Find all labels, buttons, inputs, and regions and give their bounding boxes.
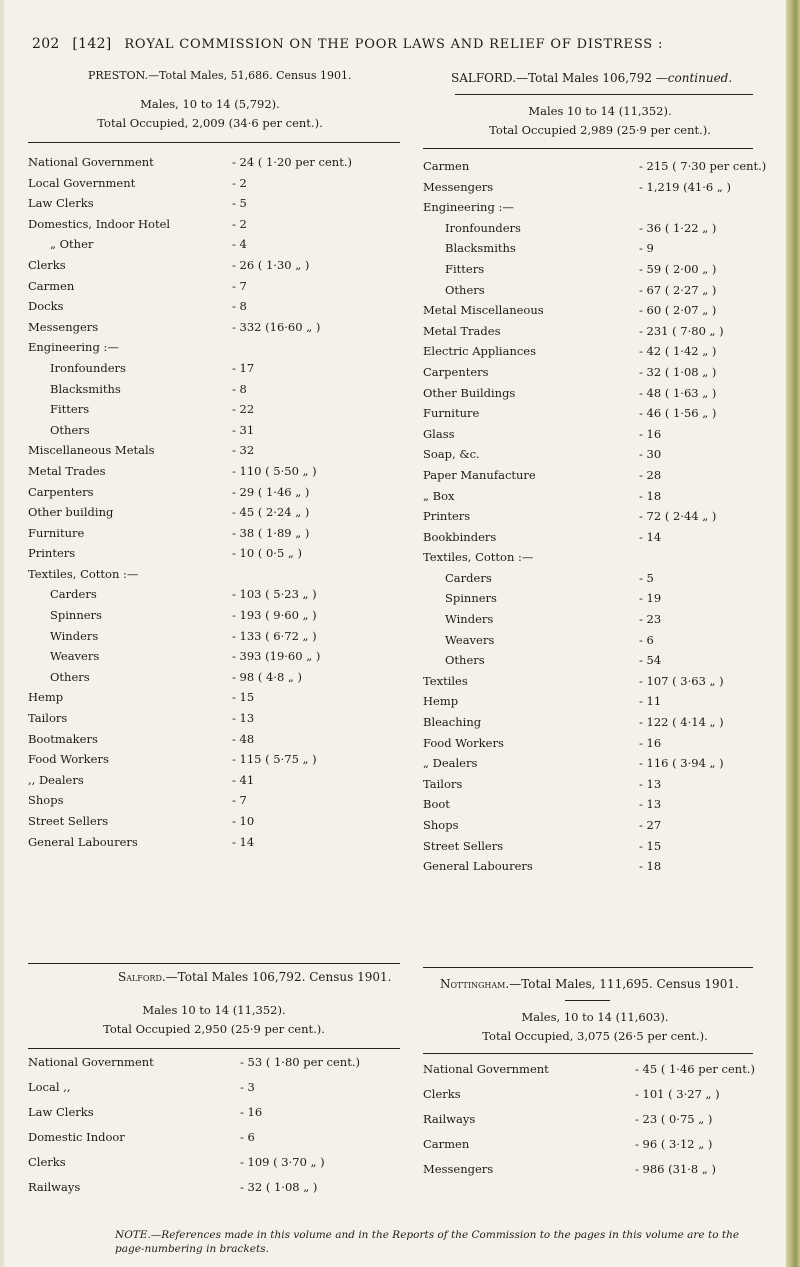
row-label: Weavers: [50, 649, 100, 664]
row-value: - 8: [232, 382, 247, 396]
row-value: - 2: [232, 176, 247, 190]
table-row: [423, 447, 763, 468]
table-row: [423, 241, 763, 262]
table-row: [28, 1155, 400, 1180]
row-value: - 26 ( 1·30 „ ): [232, 258, 309, 272]
row-value: - 31: [232, 423, 254, 437]
page-ref: [142]: [72, 36, 112, 52]
table-row: [28, 155, 400, 176]
table-row: [28, 443, 400, 464]
row-label: Shops: [423, 818, 459, 832]
row-value: - 67 ( 2·27 „ ): [639, 283, 716, 297]
row-value: - 14: [639, 530, 661, 544]
row-value: - 38 ( 1·89 „ ): [232, 526, 309, 540]
preston-subhead-line1: Males, 10 to 14 (5,792).: [140, 97, 280, 111]
row-value: - 10 ( 0·5 „ ): [232, 546, 302, 560]
row-label: Carmen: [423, 1137, 470, 1151]
row-value: - 72 ( 2·44 „ ): [639, 509, 716, 523]
row-label: Boot: [423, 797, 450, 812]
row-value: - 231 ( 7·80 „ ): [639, 324, 724, 338]
row-label: National Government: [423, 1062, 549, 1076]
row-label: Clerks: [28, 257, 66, 272]
row-value: - 19: [639, 591, 661, 605]
salford-table-rule: [28, 1048, 400, 1049]
table-row: [423, 736, 763, 757]
table-row: [28, 258, 400, 279]
row-label: Hemp: [28, 690, 64, 705]
table-row: [28, 649, 400, 670]
preston-table: [28, 155, 400, 855]
salford-continued-subhead: [460, 102, 740, 140]
table-row: [28, 711, 400, 732]
row-label: Bleaching: [423, 715, 482, 730]
row-value: - 42 ( 1·42 „ ): [639, 344, 716, 358]
row-label: Textiles, Cotton :—: [423, 550, 534, 565]
nottingham-table-rule: [423, 1053, 753, 1054]
table-row: [28, 485, 400, 506]
table-row: [423, 591, 763, 612]
row-label: Tailors: [28, 711, 68, 726]
table-row: [28, 423, 400, 444]
row-value: - 122 ( 4·14 „ ): [639, 715, 724, 729]
row-value: - 986 (31·8 „ ): [635, 1162, 716, 1176]
row-label: Others: [50, 422, 90, 437]
row-value: - 9: [639, 241, 654, 255]
row-label: Messengers: [423, 1162, 494, 1176]
left-top-rule: [28, 142, 400, 143]
table-row: [28, 1130, 400, 1155]
row-label: Local ,,: [28, 1080, 71, 1094]
row-value: - 28: [639, 468, 661, 482]
table-row: [28, 546, 400, 567]
row-value: - 18: [639, 859, 661, 873]
row-label: Others: [445, 282, 485, 297]
right-mid-rule: [423, 967, 753, 968]
row-value: - 5: [232, 196, 247, 210]
row-value: - 116 ( 3·94 „ ): [639, 756, 724, 770]
table-row: [423, 427, 763, 448]
table-row: [423, 839, 763, 860]
table-row: [28, 690, 400, 711]
row-value: - 110 ( 5·50 „ ): [232, 464, 317, 478]
table-row: [28, 629, 400, 650]
row-label: Ironfounders: [445, 220, 521, 235]
row-label: Others: [445, 653, 485, 668]
row-label: Paper Manufacture: [423, 467, 536, 482]
row-label: Street Sellers: [28, 814, 109, 828]
row-label: „ Dealers: [423, 756, 478, 771]
table-row: [423, 159, 767, 180]
table-row: [28, 567, 400, 588]
row-label: Messengers: [423, 179, 494, 194]
row-label: Clerks: [28, 1155, 66, 1169]
table-row: [423, 653, 763, 674]
row-value: - 22: [232, 402, 254, 416]
row-label: Street Sellers: [423, 838, 504, 853]
table-row: [28, 402, 400, 423]
row-label: Winders: [50, 628, 99, 643]
table-row: [423, 344, 763, 365]
row-label: Docks: [28, 299, 64, 314]
footnote: NOTE.—References made in this volume and in the Reports of the Commission to the pages in this volume are to the page-numbering in brackets.: [115, 1229, 740, 1255]
row-value: - 2: [232, 217, 247, 231]
row-value: - 59 ( 2·00 „ ): [639, 262, 716, 276]
running-header: [32, 36, 663, 52]
row-value: - 45 ( 1·46 per cent.): [635, 1062, 755, 1076]
table-row: [423, 571, 763, 592]
row-value: - 45 ( 2·24 „ ): [232, 505, 309, 519]
salford-caption: Salford.—Total Males 106,792. Census 1901.: [118, 970, 392, 984]
table-row: [28, 279, 400, 300]
row-label: Spinners: [50, 608, 102, 623]
row-label: Textiles: [423, 673, 468, 688]
table-row: [423, 262, 763, 283]
table-row: [28, 670, 400, 691]
row-value: - 98 ( 4·8 „ ): [232, 670, 302, 684]
row-label: Messengers: [28, 319, 99, 334]
row-label: Ironfounders: [50, 360, 126, 375]
row-value: - 5: [639, 571, 654, 585]
table-row: [28, 237, 400, 258]
row-label: Domestics, Indoor Hotel: [28, 216, 171, 231]
row-label: Blacksmiths: [50, 381, 121, 396]
nottingham-subhead: [455, 1008, 735, 1046]
row-label: ,, Dealers: [28, 772, 84, 787]
table-row: [28, 587, 400, 608]
report-title: ROYAL COMMISSION ON THE POOR LAWS AND RELIEF OF DISTRESS :: [124, 37, 664, 52]
table-row: [28, 196, 400, 217]
row-value: - 16: [639, 427, 661, 441]
row-label: Shops: [28, 793, 64, 808]
table-row: [423, 365, 763, 386]
table-row: [423, 530, 763, 551]
row-label: Winders: [445, 612, 494, 627]
row-value: - 30: [639, 447, 661, 461]
table-row: [423, 1062, 763, 1087]
row-label: Spinners: [445, 591, 497, 606]
row-value: - 32: [232, 443, 254, 457]
row-label: Metal Trades: [28, 463, 106, 478]
row-label: Miscellaneous Metals: [28, 443, 155, 458]
row-label: National Government: [28, 155, 154, 169]
row-label: Others: [50, 669, 90, 684]
table-row: [423, 324, 763, 345]
row-value: - 41: [232, 773, 254, 787]
nottingham-caption: Nottingham.—Total Males, 111,695. Census 1901.: [440, 977, 739, 991]
row-label: Other building: [28, 505, 114, 520]
row-value: - 23: [639, 612, 661, 626]
table-row: [423, 221, 763, 242]
salford-continued-table: [423, 159, 767, 880]
row-label: „ Box: [423, 488, 455, 503]
right-top-rule: [423, 148, 753, 149]
table-row: [423, 550, 763, 571]
row-label: Bootmakers: [28, 731, 98, 746]
table-row: [28, 1055, 400, 1080]
row-label: Carpenters: [28, 484, 94, 499]
row-value: - 4: [232, 237, 247, 251]
row-value: - 393 (19·60 „ ): [232, 649, 320, 663]
page-left-edge: [0, 0, 4, 1267]
row-value: - 215 ( 7·30 per cent.): [639, 159, 766, 173]
row-label: Furniture: [28, 525, 85, 540]
table-row: [28, 505, 400, 526]
row-label: Fitters: [50, 402, 90, 417]
nottingham-table: [423, 1062, 763, 1187]
table-row: [423, 1162, 763, 1187]
table-row: [423, 777, 763, 798]
table-row: [423, 489, 763, 510]
book-spine-edge: [786, 0, 800, 1267]
salford-continued-subhead-line2: Total Occupied 2,989 (25·9 per cent.).: [489, 123, 711, 137]
row-value: - 46 ( 1·56 „ ): [639, 406, 716, 420]
row-label: Carders: [50, 587, 97, 602]
row-label: Metal Miscellaneous: [423, 303, 544, 318]
table-row: [423, 283, 763, 304]
row-value: - 6: [240, 1130, 255, 1144]
table-row: [28, 835, 400, 856]
row-value: - 15: [639, 839, 661, 853]
nottingham-short-rule: [565, 1000, 610, 1001]
row-value: - 17: [232, 361, 254, 375]
row-label: Furniture: [423, 406, 480, 421]
table-row: [28, 217, 400, 238]
preston-subhead: [95, 95, 325, 133]
table-row: [423, 612, 763, 633]
row-value: - 7: [232, 279, 247, 293]
table-row: [423, 674, 763, 695]
row-label: Engineering :—: [28, 340, 119, 355]
row-value: - 3: [240, 1080, 255, 1094]
table-row: [423, 633, 763, 654]
row-value: - 103 ( 5·23 „ ): [232, 587, 317, 601]
table-row: [28, 382, 400, 403]
table-row: [28, 320, 400, 341]
table-row: [28, 814, 400, 835]
row-label: Soap, &c.: [423, 447, 480, 462]
row-label: General Labourers: [423, 859, 533, 874]
table-row: [423, 180, 763, 201]
table-row: [423, 1087, 763, 1112]
row-label: Clerks: [423, 1087, 461, 1101]
row-value: - 32 ( 1·08 „ ): [639, 365, 716, 379]
row-value: - 27: [639, 818, 661, 832]
table-row: [423, 1137, 763, 1162]
row-value: - 16: [240, 1105, 262, 1119]
table-row: [28, 732, 400, 753]
row-value: - 107 ( 3·63 „ ): [639, 674, 724, 688]
row-value: - 8: [232, 299, 247, 313]
table-row: [28, 464, 400, 485]
row-label: Glass: [423, 426, 455, 441]
row-value: - 48: [232, 732, 254, 746]
row-label: „ Other: [50, 237, 94, 252]
table-row: [423, 694, 763, 715]
row-label: Local Government: [28, 175, 136, 190]
row-value: - 36 ( 1·22 „ ): [639, 221, 716, 235]
table-row: [423, 1112, 763, 1137]
nottingham-subhead-line2: Total Occupied, 3,075 (26·5 per cent.).: [482, 1029, 708, 1043]
row-label: Bookbinders: [423, 529, 497, 544]
row-label: General Labourers: [28, 834, 138, 849]
row-label: Carmen: [423, 159, 470, 173]
table-row: [423, 797, 763, 818]
row-value: - 10: [232, 814, 254, 828]
row-label: Tailors: [423, 776, 463, 791]
salford-continued-subhead-line1: Males 10 to 14 (11,352).: [528, 104, 672, 118]
table-row: [423, 386, 763, 407]
row-label: Carders: [445, 570, 492, 585]
table-row: [28, 526, 400, 547]
row-value: - 7: [232, 793, 247, 807]
row-value: - 24 ( 1·20 per cent.): [232, 155, 352, 169]
page-number: 202: [32, 36, 60, 52]
table-row: [423, 715, 763, 736]
row-value: - 101 ( 3·27 „ ): [635, 1087, 720, 1101]
table-row: [28, 361, 400, 382]
salford-table: [28, 1055, 400, 1205]
nottingham-subhead-line1: Males, 10 to 14 (11,603).: [521, 1010, 669, 1024]
row-label: Metal Trades: [423, 323, 501, 338]
table-row: [28, 1180, 400, 1205]
row-label: Carmen: [28, 278, 75, 293]
table-row: [28, 608, 400, 629]
table-row: [423, 756, 763, 777]
salford-continued-rule: [455, 94, 753, 95]
row-label: Blacksmiths: [445, 241, 516, 256]
row-label: Food Workers: [28, 752, 109, 767]
row-value: - 48 ( 1·63 „ ): [639, 386, 716, 400]
row-value: - 109 ( 3·70 „ ): [240, 1155, 325, 1169]
row-value: - 54: [639, 653, 661, 667]
row-value: - 115 ( 5·75 „ ): [232, 752, 317, 766]
row-label: Engineering :—: [423, 200, 514, 215]
table-row: [423, 859, 763, 880]
row-value: - 96 ( 3·12 „ ): [635, 1137, 712, 1151]
row-value: - 32 ( 1·08 „ ): [240, 1180, 317, 1194]
row-value: - 14: [232, 835, 254, 849]
row-label: Hemp: [423, 694, 459, 709]
table-row: [423, 406, 763, 427]
row-value: - 11: [639, 694, 661, 708]
row-label: Weavers: [445, 632, 495, 647]
row-value: - 13: [639, 797, 661, 811]
table-row: [423, 818, 763, 839]
row-value: - 1,219 (41·6 „ ): [639, 180, 731, 194]
table-row: [28, 299, 400, 320]
table-row: [423, 468, 763, 489]
preston-caption: PRESTON.—Total Males, 51,686. Census 1901.: [88, 69, 352, 82]
row-value: - 332 (16·60 „ ): [232, 320, 320, 334]
row-value: - 18: [639, 489, 661, 503]
row-value: - 15: [232, 690, 254, 704]
row-label: Law Clerks: [28, 1105, 94, 1119]
row-label: Printers: [423, 509, 471, 524]
row-value: - 133 ( 6·72 „ ): [232, 629, 317, 643]
table-row: [423, 509, 763, 530]
row-label: Law Clerks: [28, 196, 94, 211]
preston-subhead-line2: Total Occupied, 2,009 (34·6 per cent.).: [97, 116, 323, 130]
row-value: - 23 ( 0·75 „ ): [635, 1112, 712, 1126]
table-row: [28, 752, 400, 773]
row-value: - 16: [639, 736, 661, 750]
table-row: [28, 1080, 400, 1105]
row-value: - 13: [639, 777, 661, 791]
row-value: - 193 ( 9·60 „ ): [232, 608, 317, 622]
row-label: Printers: [28, 546, 76, 561]
row-label: Railways: [423, 1112, 476, 1126]
row-value: - 6: [639, 633, 654, 647]
table-row: [423, 200, 763, 221]
table-row: [28, 793, 400, 814]
row-label: Food Workers: [423, 735, 504, 750]
row-label: Electric Appliances: [423, 344, 537, 359]
salford-continued-caption: SALFORD.—Total Males 106,792 —continued.: [451, 71, 733, 85]
row-label: Domestic Indoor: [28, 1130, 125, 1144]
row-label: Carpenters: [423, 364, 489, 379]
row-label: Textiles, Cotton :—: [28, 566, 139, 581]
left-mid-rule: [28, 963, 400, 964]
row-label: Railways: [28, 1180, 81, 1194]
row-value: - 60 ( 2·07 „ ): [639, 303, 716, 317]
row-label: National Government: [28, 1055, 154, 1069]
table-row: [28, 1105, 400, 1130]
table-row: [28, 773, 400, 794]
salford-subhead-line2: Total Occupied 2,950 (25·9 per cent.).: [103, 1022, 325, 1036]
row-value: - 53 ( 1·80 per cent.): [240, 1055, 360, 1069]
table-row: [423, 303, 763, 324]
salford-subhead-line1: Males 10 to 14 (11,352).: [142, 1003, 286, 1017]
row-value: - 13: [232, 711, 254, 725]
row-label: Other Buildings: [423, 385, 516, 400]
salford-subhead: [80, 1001, 348, 1039]
row-value: - 29 ( 1·46 „ ): [232, 485, 309, 499]
table-row: [28, 340, 400, 361]
row-label: Fitters: [445, 261, 485, 276]
table-row: [28, 176, 400, 197]
